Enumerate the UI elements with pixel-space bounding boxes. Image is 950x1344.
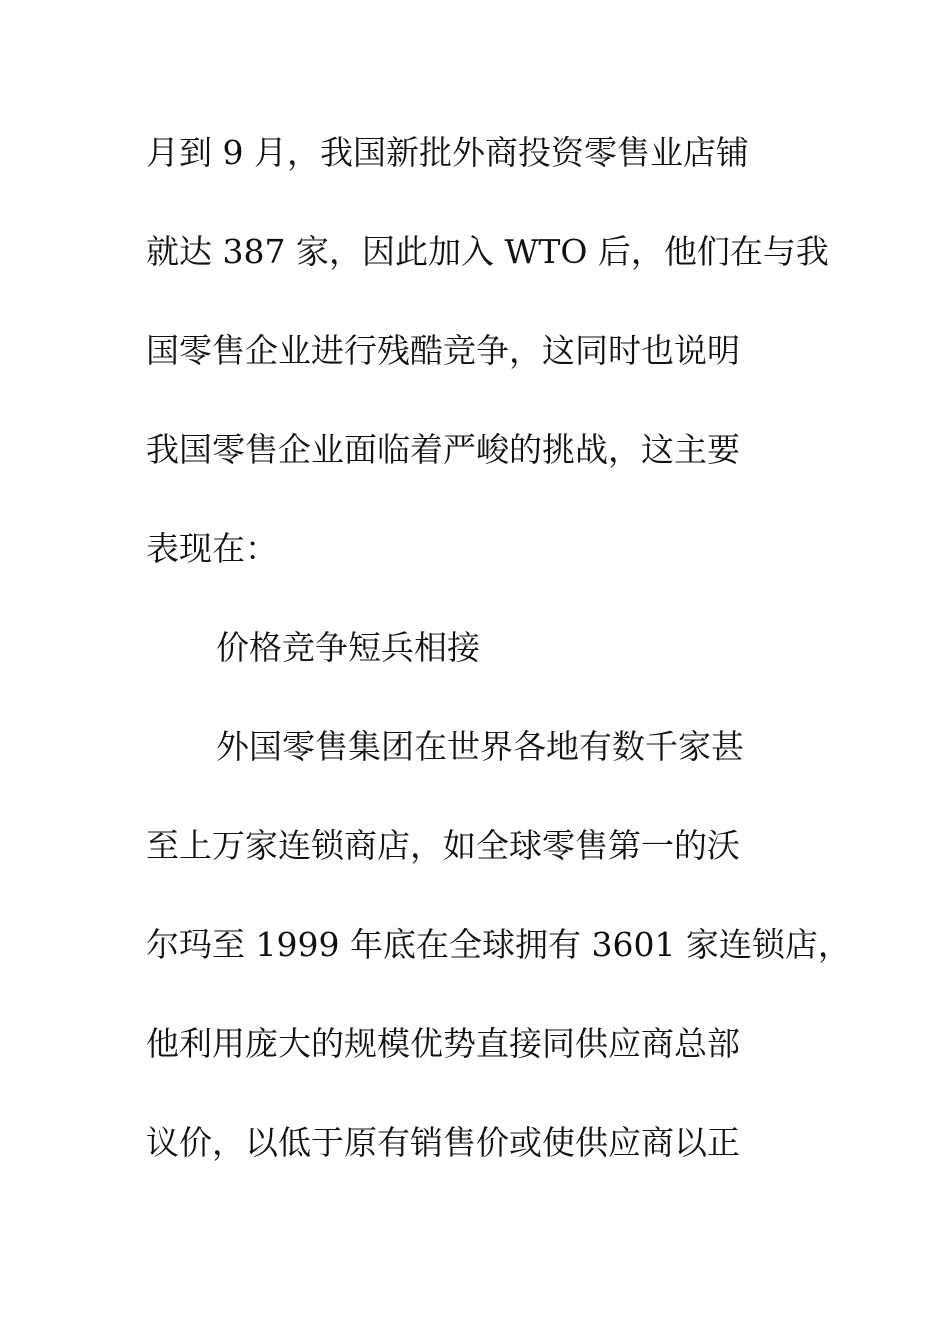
- paragraph-start-line: 外国零售集团在世界各地有数千家甚: [216, 727, 744, 766]
- text-line: 尔玛至 1999 年底在全球拥有 3601 家连锁店，: [146, 925, 851, 964]
- text-line: 月到 9 月，我国新批外商投资零售业店铺: [146, 133, 749, 172]
- text-line: 至上万家连锁商店，如全球零售第一的沃: [146, 826, 740, 865]
- text-line: 我国零售企业面临着严峻的挑战，这主要: [146, 430, 740, 469]
- text-line: 国零售企业进行残酷竞争，这同时也说明: [146, 331, 740, 370]
- body-text: [146, 125, 851, 1214]
- section-heading: 价格竞争短兵相接: [216, 628, 480, 667]
- text-line: 表现在：: [146, 529, 278, 568]
- text-line: 他利用庞大的规模优势直接同供应商总部: [146, 1024, 740, 1063]
- text-line: 议价，以低于原有销售价或使供应商以正: [146, 1123, 740, 1162]
- text-line: 就达 387 家，因此加入 WTO 后，他们在与我: [146, 232, 829, 271]
